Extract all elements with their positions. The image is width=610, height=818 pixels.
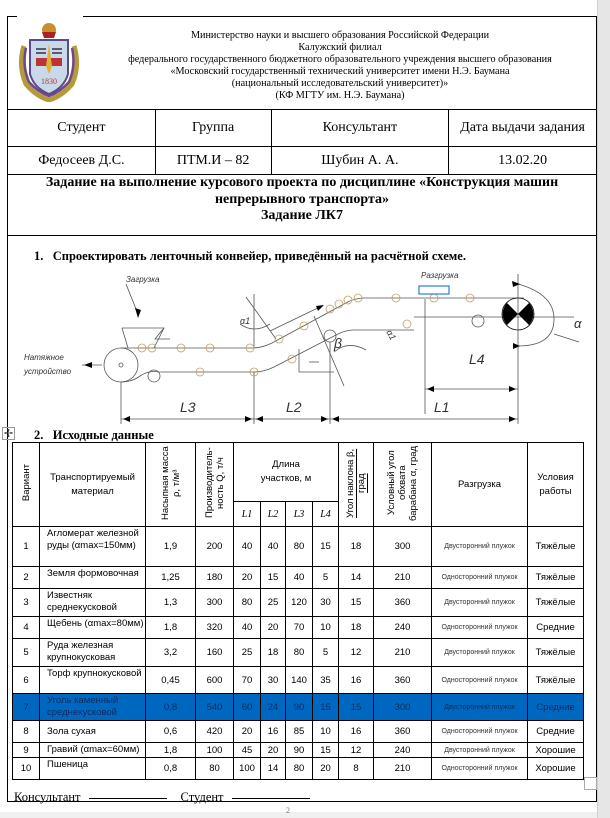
cell-wrap-angle: 300 <box>374 527 432 567</box>
cell-L2: 14 <box>261 758 286 780</box>
cell-conditions: Тяжёлые <box>528 527 584 567</box>
cell-angle: 8 <box>339 758 374 780</box>
cell-L1: 60 <box>234 694 261 721</box>
header-student: Студент <box>8 110 156 147</box>
header-wrap-angle: Условный угол обхвата барабана α, град <box>374 443 432 527</box>
header-unloading: Разгрузка <box>432 443 528 527</box>
cell-L4: 15 <box>313 527 339 567</box>
section-1-heading <box>34 249 466 264</box>
angle-alpha-label: α <box>574 316 582 331</box>
cell-L2: 20 <box>261 743 286 758</box>
header-group: Группа <box>155 110 271 147</box>
cell-L2: 30 <box>261 667 286 694</box>
cell-material: Пшеница <box>40 758 146 780</box>
cell-L3: 120 <box>286 589 313 617</box>
header-issue-date: Дата выдачи задания <box>449 110 597 147</box>
task-number: Задание ЛК7 <box>261 208 343 223</box>
cell-wrap-angle: 360 <box>374 589 432 617</box>
unloading-label: Разгрузка <box>421 271 459 280</box>
cell-L2: 24 <box>261 694 286 721</box>
cell-capacity: 100 <box>196 743 234 758</box>
cell-L1: 40 <box>234 617 261 639</box>
table-row[interactable] <box>13 617 584 639</box>
cell-unloading: Односторонний плужок <box>432 617 528 639</box>
header-lengths: Длина участков, м <box>234 443 339 502</box>
cell-material: Щебень (αmax=80мм) <box>40 617 146 639</box>
angle-alpha1-label: α1 <box>384 328 398 342</box>
table-resize-handle[interactable] <box>584 777 597 790</box>
cell-L4: 30 <box>313 589 339 617</box>
vertical-scrollbar[interactable] <box>597 0 610 818</box>
cell-conditions: Тяжёлые <box>528 639 584 667</box>
cell-density: 3,2 <box>146 639 196 667</box>
cell-density: 1,25 <box>146 567 196 589</box>
cell-wrap-angle: 210 <box>374 758 432 780</box>
page-number: 2 <box>286 806 290 815</box>
cell-capacity: 300 <box>196 589 234 617</box>
cell-wrap-angle: 240 <box>374 617 432 639</box>
cell-unloading: Двусторонний плужок <box>432 527 528 567</box>
header-material: Транспортируемый материал <box>40 443 146 527</box>
cell-material: Торф крупнокусковой <box>40 667 146 694</box>
conveyor-scheme-diagram <box>14 264 594 429</box>
cell-capacity: 320 <box>196 617 234 639</box>
section-number: 1. <box>34 249 44 263</box>
cell-unloading: Односторонний плужок <box>432 721 528 743</box>
cell-L3: 90 <box>286 694 313 721</box>
header-density: Насыпная масса ρ, т/м³ <box>146 443 196 527</box>
dim-L3-label: L3 <box>180 399 196 415</box>
signature-line <box>232 798 310 799</box>
cell-unloading: Двусторонний плужок <box>432 589 528 617</box>
issue-date: 13.02.20 <box>449 147 597 175</box>
consultant-name: Шубин А. А. <box>271 147 449 175</box>
cell-wrap-angle: 360 <box>374 667 432 694</box>
section-text: Исходные данные <box>52 428 154 442</box>
table-row[interactable] <box>13 527 584 567</box>
cell-conditions: Тяжёлые <box>528 667 584 694</box>
dim-L1-label: L1 <box>434 399 450 415</box>
cell-L1: 40 <box>234 527 261 567</box>
cell-L2: 20 <box>261 617 286 639</box>
svg-text:1830: 1830 <box>41 77 57 86</box>
table-row-selected[interactable] <box>13 694 584 721</box>
organization-heading <box>90 30 590 102</box>
table-row[interactable] <box>13 639 584 667</box>
cell-L2: 16 <box>261 721 286 743</box>
cell-unloading: Двусторонний плужок <box>432 743 528 758</box>
cell-wrap-angle: 210 <box>374 567 432 589</box>
cell-capacity: 540 <box>196 694 234 721</box>
cell-conditions: Средние <box>528 617 584 639</box>
cell-material: Земля формовочная <box>40 567 146 589</box>
cell-material: Руда железная крупнокусковая <box>40 639 146 667</box>
cell-variant: 6 <box>13 667 40 694</box>
cell-unloading: Односторонний плужок <box>432 667 528 694</box>
cell-L2: 15 <box>261 567 286 589</box>
cell-L1: 45 <box>234 743 261 758</box>
cell-capacity: 420 <box>196 721 234 743</box>
cell-variant: 9 <box>13 743 40 758</box>
consultant-signature-label: Консультант <box>14 790 81 804</box>
dim-L4-label: L4 <box>469 351 485 367</box>
org-line: федерального государственного бюджетного образовательного учреждения высшего образования <box>128 54 552 65</box>
cell-capacity: 600 <box>196 667 234 694</box>
cell-L1: 25 <box>234 639 261 667</box>
header-conditions: Условия работы <box>528 443 584 527</box>
cell-L4: 5 <box>313 639 339 667</box>
cell-angle: 15 <box>339 589 374 617</box>
cell-L1: 20 <box>234 721 261 743</box>
loading-label: Загрузка <box>126 275 160 284</box>
cell-angle: 16 <box>339 721 374 743</box>
cell-L3: 80 <box>286 527 313 567</box>
cell-variant: 8 <box>13 721 40 743</box>
cell-variant: 7 <box>13 694 40 721</box>
signatures <box>14 790 324 805</box>
cell-L4: 15 <box>313 694 339 721</box>
tensioner-label: Натяжное <box>24 353 64 362</box>
table-row[interactable] <box>13 567 584 589</box>
cell-density: 0,8 <box>146 758 196 780</box>
cell-material: Гравий (αmax=60мм) <box>40 743 146 758</box>
header-L3: L3 <box>286 502 313 527</box>
cell-L3: 85 <box>286 721 313 743</box>
cell-L3: 140 <box>286 667 313 694</box>
header-angle: Угол наклона β, град <box>339 443 374 527</box>
cell-capacity: 200 <box>196 527 234 567</box>
table-row[interactable] <box>13 758 584 780</box>
student-name: Федосеев Д.С. <box>8 147 156 175</box>
table-row[interactable] <box>13 743 584 758</box>
org-line: (КФ МГТУ им. Н.Э. Баумана) <box>275 90 405 101</box>
org-line: Министерство науки и высшего образования Российской Федерации <box>190 30 490 41</box>
cell-angle: 18 <box>339 527 374 567</box>
cell-material: Зола сухая <box>40 721 146 743</box>
section-number: 2. <box>34 428 44 442</box>
angle-alpha1-label: α1 <box>240 316 251 326</box>
university-emblem-icon <box>14 16 84 102</box>
org-line: Калужский филиал <box>298 42 382 53</box>
table-row[interactable] <box>13 667 584 694</box>
cell-angle: 18 <box>339 617 374 639</box>
org-line: «Московский государственный технический университет имени Н.Э. Баумана <box>170 66 510 77</box>
cell-L1: 20 <box>234 567 261 589</box>
group-value: ПТМ.И – 82 <box>155 147 271 175</box>
cell-variant: 3 <box>13 589 40 617</box>
cell-material: Агломерат железной руды (αmax=150мм) <box>40 527 146 567</box>
cell-unloading: Двусторонний плужок <box>432 694 528 721</box>
cell-L1: 100 <box>234 758 261 780</box>
cell-density: 0,8 <box>146 694 196 721</box>
cell-conditions: Хорошие <box>528 743 584 758</box>
cell-conditions: Средние <box>528 721 584 743</box>
table-row[interactable] <box>13 589 584 617</box>
cell-L1: 80 <box>234 589 261 617</box>
table-move-handle-icon[interactable]: ✢ <box>3 427 14 440</box>
cell-L4: 15 <box>313 743 339 758</box>
cell-L3: 80 <box>286 758 313 780</box>
cell-conditions: Средние <box>528 694 584 721</box>
cell-wrap-angle: 360 <box>374 721 432 743</box>
cell-L1: 70 <box>234 667 261 694</box>
cell-L4: 5 <box>313 567 339 589</box>
cell-angle: 12 <box>339 639 374 667</box>
cell-angle: 14 <box>339 567 374 589</box>
cell-unloading: Двусторонний плужок <box>432 639 528 667</box>
cell-angle: 12 <box>339 743 374 758</box>
task-title <box>7 173 597 236</box>
cell-density: 1,8 <box>146 743 196 758</box>
cell-material: Известняк среднекусковой <box>40 589 146 617</box>
table-row[interactable] <box>13 721 584 743</box>
cell-L3: 40 <box>286 567 313 589</box>
header-consultant: Консультант <box>271 110 449 147</box>
cell-material: Уголь каменный среднекусковой <box>40 694 146 721</box>
cell-angle: 15 <box>339 694 374 721</box>
org-line: (национальный исследовательский университет)» <box>231 78 449 89</box>
cell-variant: 5 <box>13 639 40 667</box>
cell-density: 1,8 <box>146 617 196 639</box>
cell-capacity: 80 <box>196 758 234 780</box>
tensioner-label: устройство <box>24 367 72 376</box>
cell-density: 1,3 <box>146 589 196 617</box>
angle-beta-label: β <box>334 335 342 351</box>
cell-capacity: 180 <box>196 567 234 589</box>
cell-capacity: 160 <box>196 639 234 667</box>
section-2-heading <box>34 428 154 443</box>
cell-L2: 18 <box>261 639 286 667</box>
cell-wrap-angle: 300 <box>374 694 432 721</box>
cell-L4: 10 <box>313 617 339 639</box>
cell-variant: 10 <box>13 758 40 780</box>
cell-L4: 35 <box>313 667 339 694</box>
cell-density: 0,45 <box>146 667 196 694</box>
cell-conditions: Тяжёлые <box>528 567 584 589</box>
cell-L3: 70 <box>286 617 313 639</box>
cell-wrap-angle: 210 <box>374 639 432 667</box>
cell-conditions: Тяжёлые <box>528 589 584 617</box>
task-title-line: непрерывного транспорта» <box>214 191 390 207</box>
cell-unloading: Односторонний плужок <box>432 567 528 589</box>
dim-L2-label: L2 <box>286 399 302 415</box>
cell-variant: 1 <box>13 527 40 567</box>
signature-line <box>89 798 167 799</box>
header-variant: Вариант <box>13 443 40 527</box>
header-L4: L4 <box>313 502 339 527</box>
header-L1: L1 <box>234 502 261 527</box>
cell-angle: 16 <box>339 667 374 694</box>
cell-L2: 25 <box>261 589 286 617</box>
header-capacity: Производитель-ность Q, т/ч <box>196 443 234 527</box>
student-info-table <box>7 109 597 175</box>
task-title-line: Задание на выполнение курсового проекта по дисциплине «Конструкция машин <box>45 175 559 190</box>
cell-L4: 20 <box>313 758 339 780</box>
cell-unloading: Односторонний плужок <box>432 758 528 780</box>
cell-L3: 80 <box>286 639 313 667</box>
cell-L3: 90 <box>286 743 313 758</box>
header-L2: L2 <box>261 502 286 527</box>
cell-density: 0,6 <box>146 721 196 743</box>
section-text: Спроектировать ленточный конвейер, приведённый на расчётной схеме. <box>52 249 466 263</box>
cell-wrap-angle: 240 <box>374 743 432 758</box>
student-signature-label: Студент <box>180 790 224 804</box>
cell-L2: 40 <box>261 527 286 567</box>
cell-variant: 4 <box>13 617 40 639</box>
cell-variant: 2 <box>13 567 40 589</box>
cell-conditions: Хорошие <box>528 758 584 780</box>
initial-data-table <box>12 442 584 780</box>
cell-L4: 10 <box>313 721 339 743</box>
cell-density: 1,9 <box>146 527 196 567</box>
